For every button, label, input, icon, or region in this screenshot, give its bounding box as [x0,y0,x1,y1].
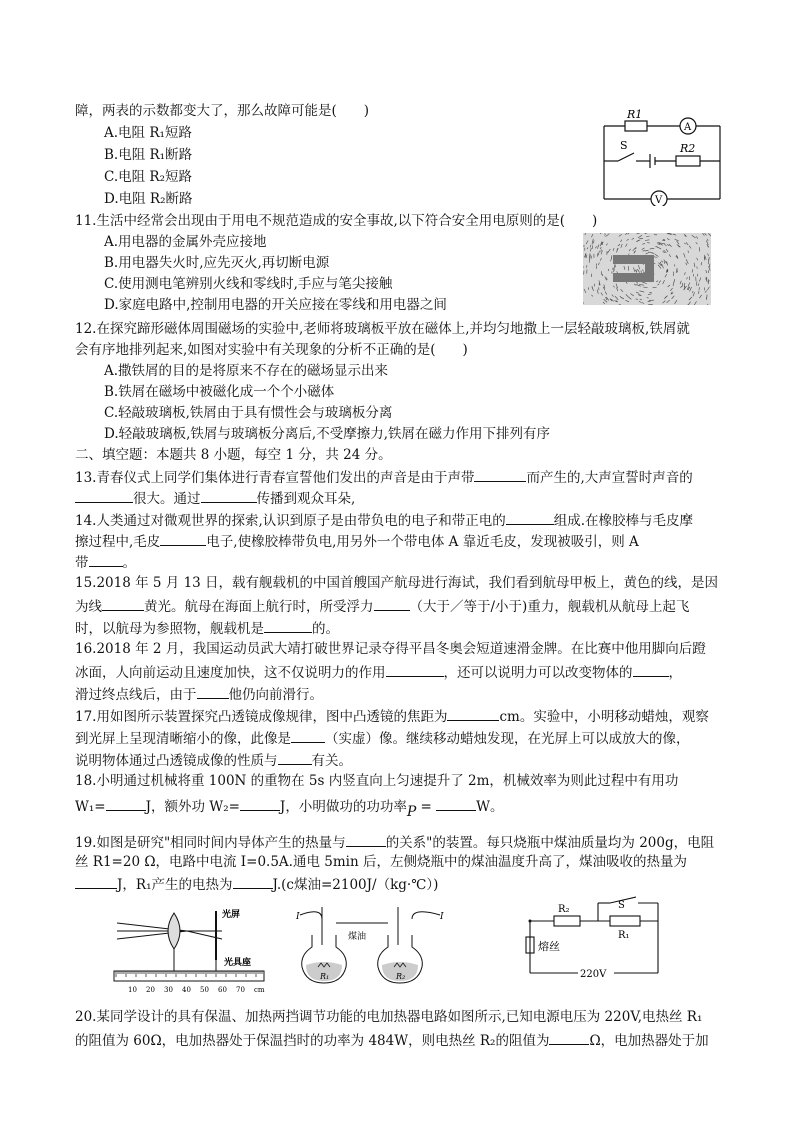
heater-r2-label: R₂ [558,904,570,915]
q10-option-a[interactable]: A.电阻 R₁短路 [104,125,192,141]
q14-line1: 14.人类通过对微观世界的探索,认识到原子是由带负电的电子和带正电的 组成.在橡胶棒与毛皮摩 [75,510,693,530]
q11-option-a[interactable]: A.用电器的金属外壳应接地 [104,234,267,250]
q10-circuit-figure [600,106,725,206]
q13-line1: 13.青春仪式上同学们集体进行青春宣誓他们发出的声音是由于声带 而产生的,大声宣誓时声音的 [75,467,693,487]
q13-blank-1[interactable] [474,467,526,482]
q18-power-symbol: P [406,804,417,820]
tick-label-60: 60 [218,986,227,994]
q11-option-c[interactable]: C.使用测电笔辨别火线和零线时,手应与笔尖接触 [104,276,393,292]
q19-line3: J，R₁产生的电热为 J.(c煤油=2100J/（kg·℃）) [75,874,438,894]
q10-r1-resistor [625,121,647,131]
q15-blank-3[interactable] [264,618,312,633]
q18-blank-2[interactable] [240,796,280,811]
q11-option-d[interactable]: D.家庭电路中,控制用电器的开关应接在零线和用电器之间 [104,297,447,313]
q19-blank-3[interactable] [233,874,273,889]
supply-voltage-label: 220V [580,969,607,980]
tick-label-10: 10 [128,986,137,994]
heater-switch-label: S [618,900,625,911]
current-right-label: I [440,912,444,922]
q10-stem: 障，两表的示数都变大了，那么故障可能是( ) [75,103,370,119]
q11-option-b[interactable]: B.用电器失火时,应先灭火,再切断电源 [104,255,330,271]
q19-line1: 19.如图是研究"相同时间内导体产生的热量与 的关系"的装置。每只烧瓶中煤油质量均为 200g，电阻 [75,832,714,852]
current-left-label: I [296,912,300,922]
q10-switch-label: S [620,139,628,152]
tick-label-30: 30 [164,986,173,994]
convex-lens-icon [168,913,180,949]
q17-line3: 说明物体通过凸透镜成像的性质与 有关。 [75,750,352,770]
kerosene-label: 煤油 [348,932,367,942]
q10-option-c[interactable]: C.电阻 R₂短路 [104,169,193,185]
q12-option-c[interactable]: C.轻敲玻璃板,铁屑由于具有惯性会与玻璃板分离 [104,405,393,421]
q19-blank-2[interactable] [75,874,117,889]
q11-stem: 11.生活中经常会出现由于用电不规范造成的安全事故,以下符合安全用电原则的是( ) [75,213,598,229]
q17-blank-2[interactable] [291,728,325,743]
q10-option-d[interactable]: D.电阻 R₂断路 [104,191,193,207]
q12-option-d[interactable]: D.轻敲玻璃板,铁屑与玻璃板分离后,不受摩擦力,铁屑在磁力作用下排列有序 [104,426,551,442]
tick-label-50: 50 [200,986,209,994]
q15-line3: 时，以航母为参照物，舰载机是 的。 [75,618,339,638]
bench-label: 光具座 [224,958,252,968]
q16-line2: 冰面，人向前运动且速度加快，这不仅说明力的作用 ，还可以说明力可以改变物体的 ， [75,662,682,682]
q10-ammeter-label: A [684,122,692,133]
flask-r1-label: R₁ [320,972,330,981]
q17-blank-3[interactable] [278,750,312,765]
q17-blank-1[interactable] [447,706,499,721]
q15-blank-1[interactable] [102,596,144,611]
q15-blank-2[interactable] [374,596,410,611]
optical-bench-rail [114,971,264,981]
q18-blank-1[interactable] [106,796,146,811]
q17-line2: 到光屏上呈现清晰缩小的像，此像是 （实虚）像。继续移动蜡烛发现，在光屏上可以成放大的像， [75,728,690,748]
q10-r2-label: R2 [680,142,696,155]
q10-option-b[interactable]: B.电阻 R₁断路 [104,147,193,163]
q10-r1-label: R1 [627,108,643,121]
heating-flasks-figure [292,905,452,987]
q18-blank-3[interactable] [436,796,476,811]
q14-blank-2[interactable] [160,531,206,546]
tick-label-70: 70 [236,986,245,994]
q16-blank-1[interactable] [386,662,444,677]
fuse-label: 熔丝 [538,940,560,953]
q12-option-b[interactable]: B.铁屑在磁场中被磁化成一个个小磁体 [104,384,335,400]
q18-line2: W₁= J，额外功 W₂= J，小明做功的功功率P = W。 [75,796,504,816]
q15-line1: 15.2018 年 5 月 13 日，载有舰载机的中国首艘国产航母进行海试，我们看到航母甲板上，黄色的线，是因 [75,575,719,591]
tick-label-cm: cm [254,986,265,994]
lens-bench-figure [112,905,272,997]
q19-blank-1[interactable] [346,832,386,847]
q16-blank-2[interactable] [633,662,669,677]
q10-r2-resistor [676,156,700,166]
q16-line1: 16.2018 年 2 月，我国运动员武大靖打破世界记录夺得平昌冬奥会短道速滑金牌。在比赛中他用脚向后蹬 [75,641,706,657]
q18-line1: 18.小明通过机械将重 100N 的重物在 5s 内竖直向上匀速提升了 2m，机械效率为则此过程中有用功 [75,773,679,789]
screen-label: 光屏 [222,910,241,920]
q14-line2: 擦过程中,毛皮 电子,使橡胶棒带负电,用另外一个带电体 A 靠近毛皮，发现被吸引，则 A [75,531,639,551]
q16-line3: 滑过终点线后，由于 他仍向前滑行。 [75,684,323,704]
q20-line1: 20.某同学设计的具有保温、加热两挡调节功能的电加热器电路如图所示,已知电源电压为 220V,电热丝 R₁ [75,1009,703,1025]
q19-line2: 丝 R1=20 Ω，电路中电流 I=0.5A.通电 5min 后，左侧烧瓶中的煤油温度升高了，煤油吸收的热量为 [75,854,687,870]
q15-line2: 为线 黄光。航母在海面上航行时，所受浮力 （大于／等于/小于)重力，舰载机从航母上起飞 [75,596,689,616]
q10-voltmeter-label: V [655,195,663,206]
q14-blank-3[interactable] [89,552,123,567]
q10-switch-icon [618,153,634,161]
section-heading: 二、填空题：本题共 8 小题，每空 1 分，共 24 分。 [75,447,392,463]
q13-line2: 很大。通过 传播到观众耳朵, [75,488,355,508]
tick-label-40: 40 [182,986,191,994]
heater-r1-label: R₁ [618,930,630,941]
q12-stem-line2: 会有序地排列起来,如图对实验中有关现象的分析不正确的是( ) [75,342,468,358]
q14-blank-1[interactable] [506,510,554,525]
heater-r1-resistor [610,916,640,926]
q13-blank-2[interactable] [75,488,133,503]
heater-r2-resistor [554,916,580,926]
q14-line3: 带 。 [75,552,136,572]
q12-option-a[interactable]: A.撒铁屑的目的是将原来不存在的磁场显示出来 [104,363,389,379]
magnet-filings-photo [583,233,711,305]
flask-r2-label: R₂ [396,972,406,981]
q20-line2: 的阻值为 60Ω，电加热器处于保温挡时的功率为 484W，则电热丝 R₂的阻值为 Ω，电加热器处于加 [75,1030,709,1050]
q16-blank-3[interactable] [197,684,229,699]
tick-label-20: 20 [146,986,155,994]
q13-blank-3[interactable] [201,488,257,503]
q17-line1: 17.用如图所示装置探究凸透镜成像规律，图中凸透镜的焦距为 cm。实验中，小明移动蜡烛，观察 [75,706,709,726]
q12-stem-line1: 12.在探究蹄形磁体周围磁场的实验中,老师将玻璃板平放在磁体上,并均匀地撒上一层轻敲玻璃板,铁屑就 [75,321,690,337]
q20-blank-1[interactable] [549,1030,589,1045]
heater-circuit-figure [518,893,663,983]
